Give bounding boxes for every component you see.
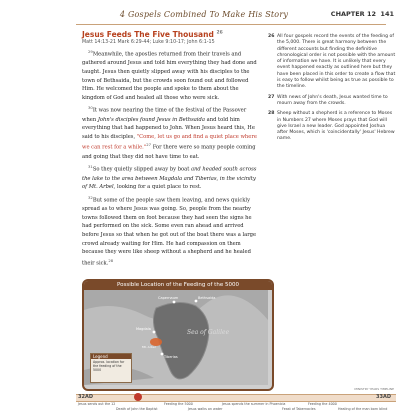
timeline-bar (76, 394, 396, 402)
legend-item: Approx. location for the feeding of the 5000 (93, 360, 125, 372)
timeline-label: Feeding the 5000 (164, 402, 193, 406)
note-27: 27 With news of John's death, Jesus wanted time to mourn away from the crowds. (268, 94, 388, 106)
ministry-timeline (76, 387, 396, 412)
timeline-label: Jesus sends out the 12 (78, 402, 116, 406)
timeline-year-end: 33AD (376, 394, 391, 400)
map-title: Possible Location of the Feeding of the 5000 (84, 281, 272, 290)
note-28: 28 Sheep without a shepherd is a reference to Moses in Numbers 27 where Moses prays that God will give Israel a new leader. God appointed Joshua after Moses, which is 'coincidentally' Jesus' Hebrew name. (268, 111, 395, 142)
place-tiberias: Tiberias (164, 355, 178, 359)
map-legend (90, 353, 132, 383)
chapter-label: CHAPTER 12 (330, 10, 376, 18)
legend-title: Legend (91, 354, 131, 359)
place-bethsaida: Bethsaida (198, 296, 216, 300)
timeline-label: Feeding the 4000 (308, 402, 337, 406)
paragraph-31: $^{31}$So they quietly slipped away by boat and headed south across the lake to the area between Magdala and Tiberias, in the vicinity of Mt. Arbel, looking for a quiet place to rest. (82, 164, 257, 191)
page-number: 141 (380, 10, 394, 18)
timeline-label: Healing of the man born blind (338, 407, 388, 411)
timeline-label: Jesus walks on water (188, 407, 223, 411)
main-column (82, 30, 262, 270)
section-title: Jesus Feeds The Five Thousand $^{26}$ (82, 30, 223, 39)
note-26: 26 All four gospels record the events of the feeding of the 5,000. There is great harmony between the different accounts but finding the definitive chronological order is not possible with the amount of information we have. It is unlikely that every event happened exactly as outlined here but they have been placed in this order to create a flow that is easy to follow whilst being as true as possible to the timeline. (268, 34, 396, 90)
scripture-refs: Matt 14:13-21 Mark 6:29-44; Luke 9:10-17; John 6:1-15 (82, 40, 215, 45)
timeline-title: MINISTRY YEARS TIMELINE (354, 387, 394, 391)
lake-label: Sea of Galilee (187, 329, 230, 336)
timeline-year-start: 32AD (78, 394, 93, 400)
paragraph-32: $^{32}$But some of the people saw them leaving, and news quickly spread as to where Jesus was going. So, people from the nearby towns followed them on foot because they had seen the signs he had performed on the sick. Some even ran ahead and arrived before Jesus so that when he got out of the boat there was a large crowd already waiting for Him. He had compassion on them because they were like sheep without a shepherd and he healed their sick.$^{28}$ (82, 194, 257, 267)
timeline-label: Jesus spends the summer in Phoenicia (222, 402, 286, 406)
timeline-label: Death of John the Baptist (116, 407, 158, 411)
capernaum-dot (173, 301, 176, 304)
place-mt-arbel: Mt. Arbel (142, 345, 156, 349)
margin-notes (268, 34, 396, 147)
place-magdala: Magdala (136, 327, 151, 331)
tiberias-dot (161, 353, 164, 356)
bethsaida-dot (195, 300, 198, 303)
timeline-current-marker (134, 393, 142, 401)
running-title: 4 Gospels Combined To Make His Story (119, 10, 289, 19)
magdala-dot (153, 331, 156, 334)
paragraph-30: $^{30}$It was now nearing the time of the festival of the Passover when John's disciples found Jesus in Bethsaida and told him everything that had happened to John. When Jesus heard this, He said to his disciples, "Come, let us go and find a quiet place where we can rest for a while."$^{27}$ For there were so many people coming and going that they did not have time to eat. (82, 105, 257, 160)
map-figure (82, 279, 274, 391)
timeline-label: Feast of Tabernacles (282, 407, 316, 411)
running-header (74, 10, 394, 24)
header-rule (76, 24, 386, 25)
place-capernaum: Capernaum (158, 296, 179, 300)
paragraph-29: $^{29}$Meanwhile, the apostles returned from their travels and gathered around Jesus and told him everything they had done and taught. Jesus then quietly slipped away with his disciples to the town of Bethsaida, but the crowds soon found out and followed Him. He welcomed the people and spoke to them about the kingdom of God and healed all those who were sick. (82, 49, 257, 101)
